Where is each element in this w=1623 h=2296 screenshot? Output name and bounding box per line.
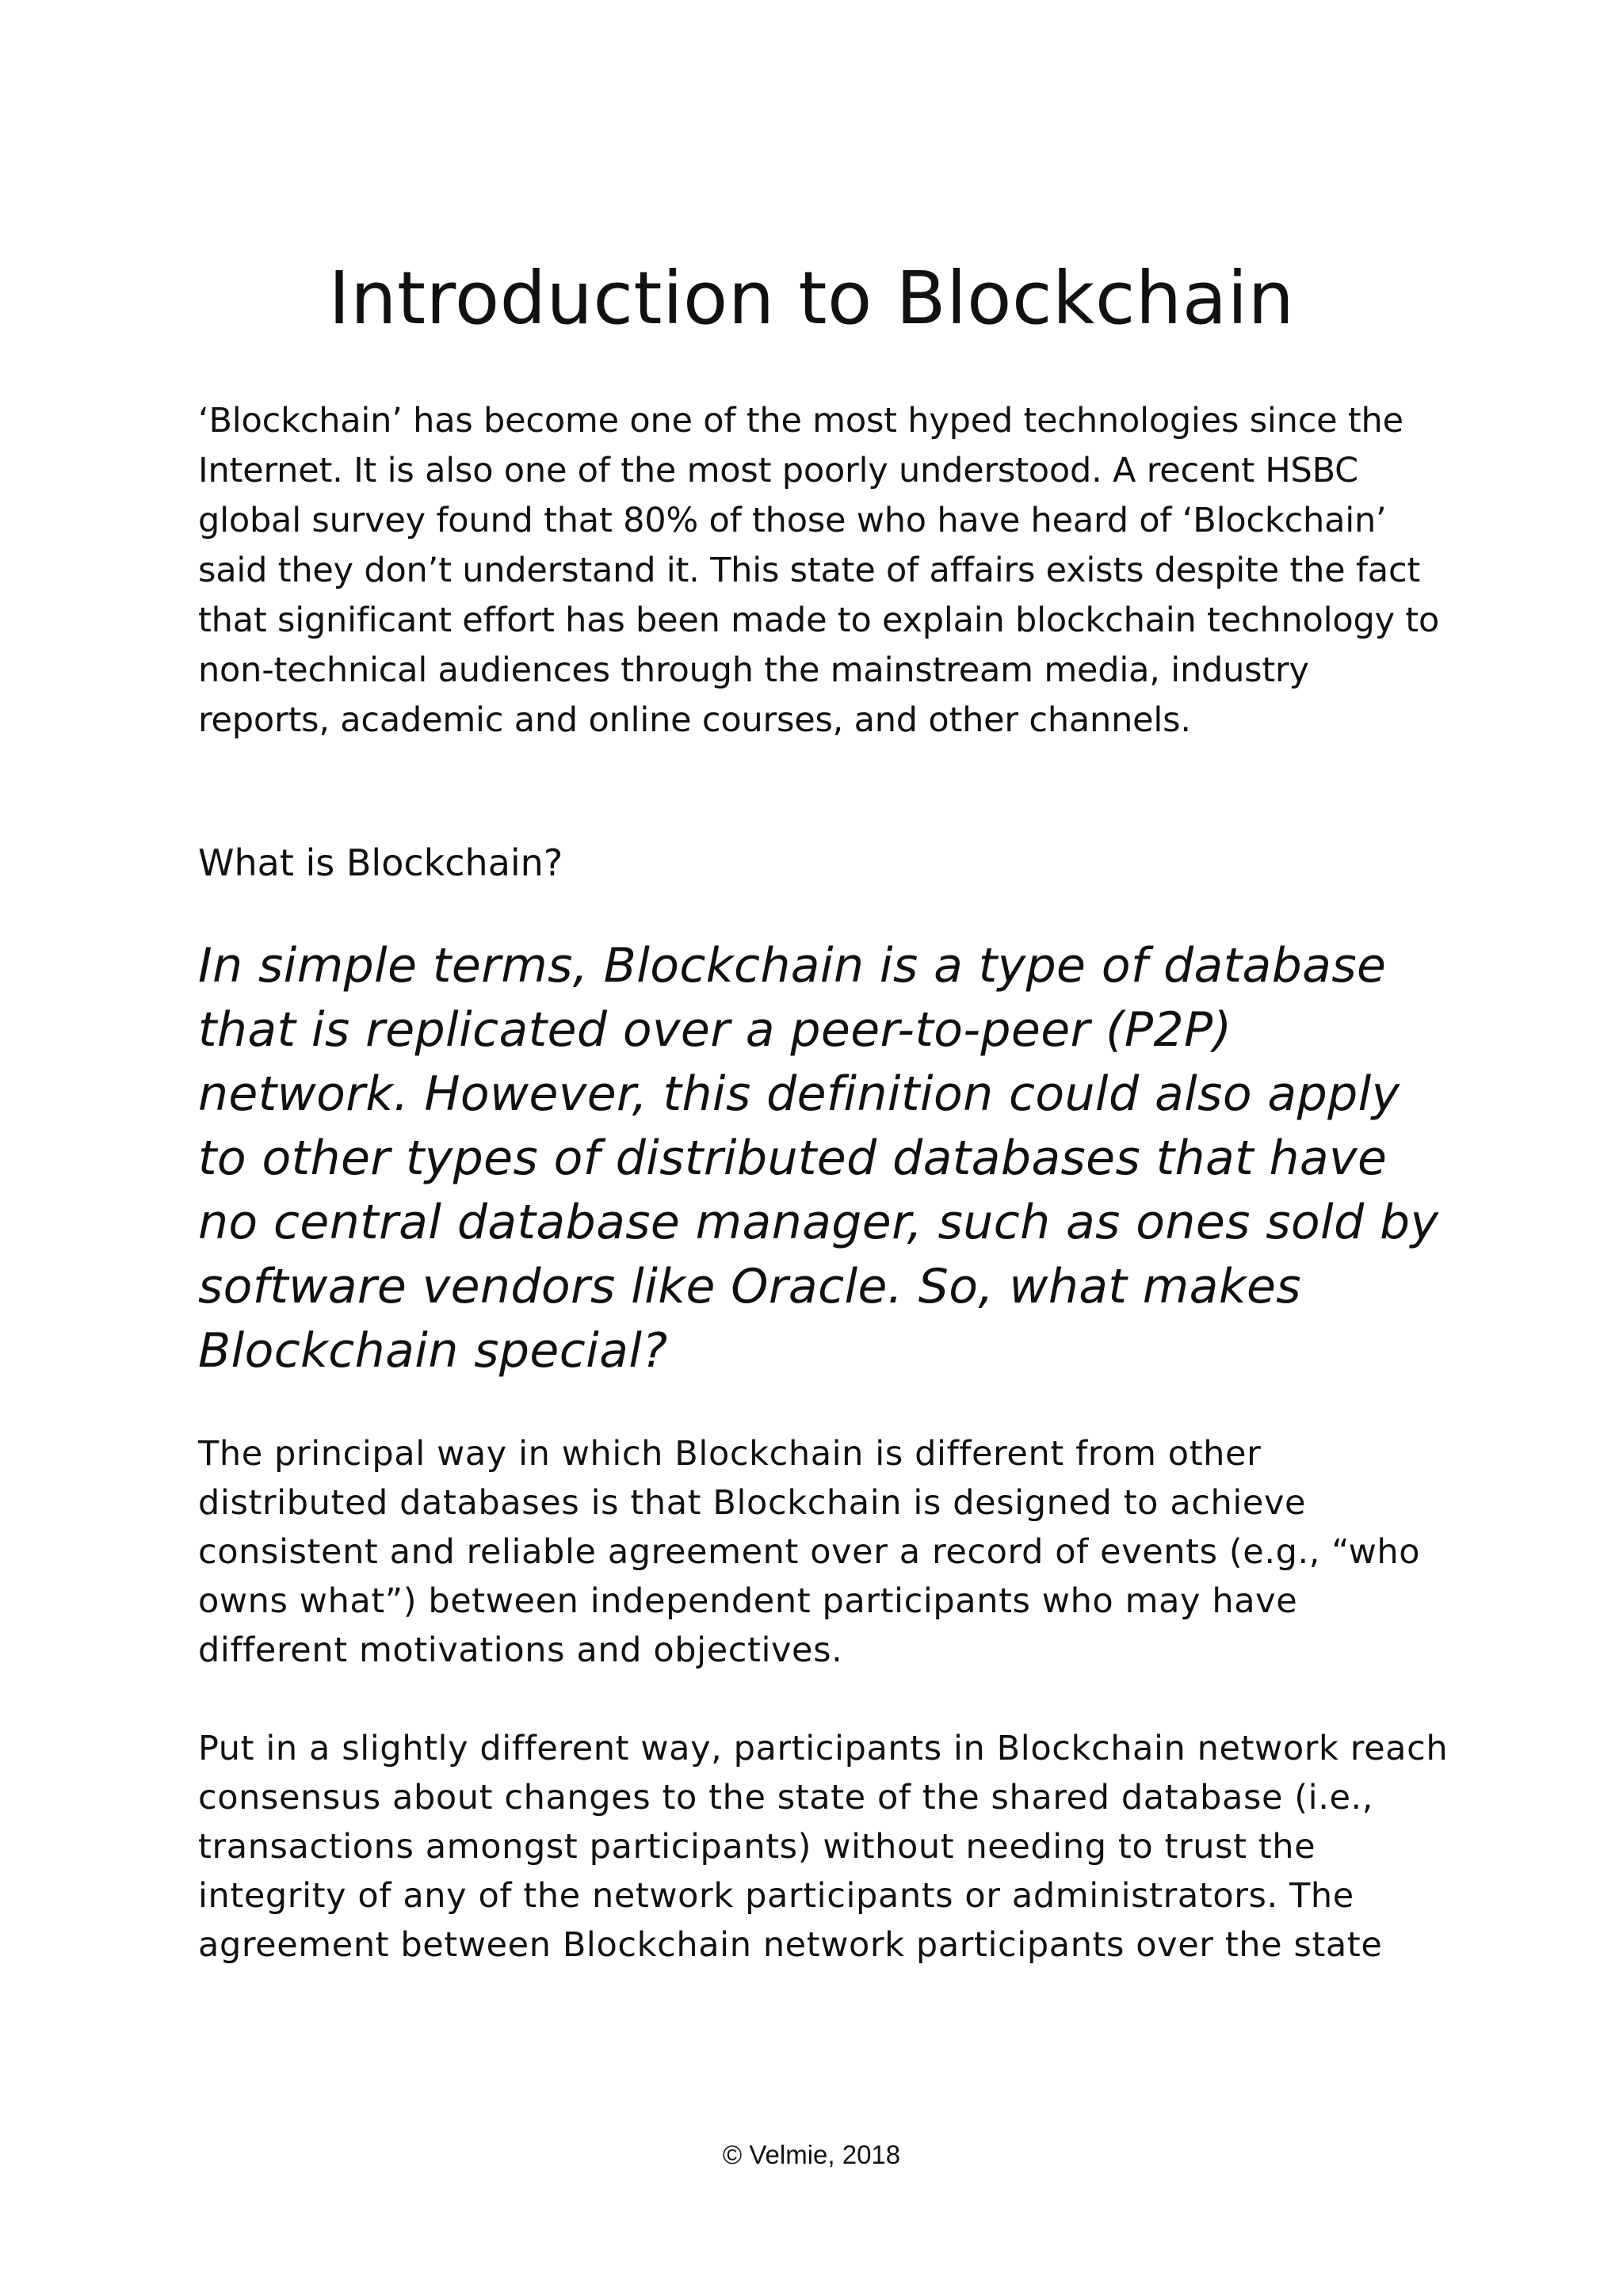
intro-paragraph: ‘Blockchain’ has become one of the most hyped technologies since the Internet. It is also one of the most poorly understood. A recent HSBC global survey found that 80% of those who have heard of ‘Blockchain’ said they don’t understand it. This state of affairs exists despite the fact that significant effort has been made to explain blockchain technology to non-technical audiences through the mainstream media, industry reports, academic and online courses, and other channels. — [198, 401, 1440, 740]
document-title: Introduction to Blockchain — [328, 255, 1295, 341]
page-footer: © Velmie, 2018 — [722, 2140, 901, 2169]
section-heading: What is Blockchain? — [198, 841, 563, 884]
document-body — [198, 396, 1450, 1970]
body-paragraph-2: Put in a slightly different way, participants in Blockchain network reach consensus about changes to the state of the shared database (i.e., transactions amongst participants) without needing to trust the integrity of any of the network participants or administrators. The agreement between Blockchain network participants over the state — [198, 1729, 1449, 1965]
definition-quote: In simple terms, Blockchain is a type of database that is replicated over a peer-to-peer (P2P) network. However, this definition could also apply to other types of distributed databases that have no central database manager, such as ones sold by software vendors like Oracle. So, what makes Blockchain special? — [198, 938, 1439, 1379]
body-paragraph-1: The principal way in which Blockchain is different from other distributed databases is that Blockchain is designed to achieve consistent and reliable agreement over a record of events (e.g., “who owns what”) between independent participants who may have different motivations and objectives. — [198, 1434, 1421, 1670]
